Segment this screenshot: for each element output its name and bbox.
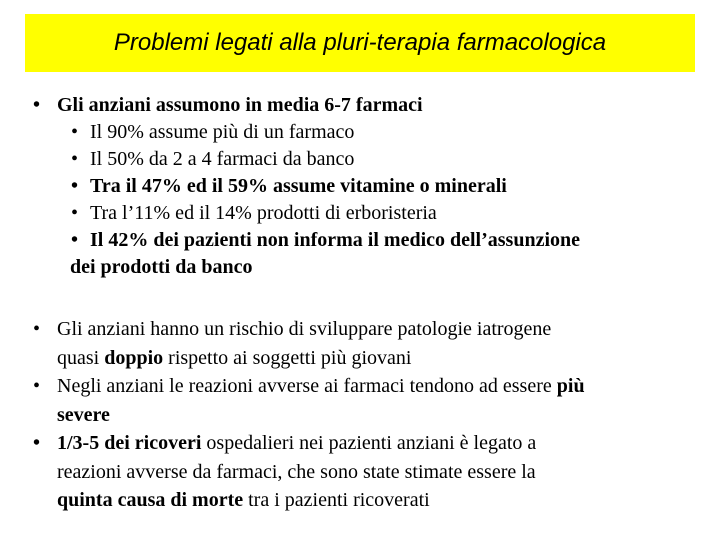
section-2 bbox=[33, 315, 703, 515]
line: Gli anziani hanno un rischio di sviluppare patologie iatrogene bbox=[57, 318, 552, 340]
sub-item-text: Il 50% da 2 a 4 farmaci da banco bbox=[90, 148, 355, 170]
bullet-icon: • bbox=[33, 375, 41, 397]
slide-title: Problemi legati alla pluri-terapia farmacologica bbox=[113, 29, 607, 56]
text-run: tra i pazienti ricoverati bbox=[243, 489, 430, 511]
sub-list bbox=[71, 119, 703, 281]
bullet-icon: • bbox=[71, 202, 79, 224]
title-banner bbox=[25, 14, 695, 72]
sub-item bbox=[71, 119, 703, 146]
sub-item-text: Tra il 47% ed il 59% assume vitamine o minerali bbox=[90, 175, 507, 197]
text-run: ospedalieri nei pazienti anziani è legato a bbox=[201, 432, 537, 454]
bold-run: quinta causa di morte bbox=[57, 489, 244, 511]
bullet-icon: • bbox=[33, 432, 41, 454]
bullet-icon: • bbox=[71, 175, 79, 197]
bold-run: 1/3-5 dei ricoveri bbox=[57, 432, 202, 454]
line: severe bbox=[57, 403, 110, 426]
line bbox=[57, 486, 703, 515]
text-run: rispetto ai soggetti più giovani bbox=[163, 346, 412, 369]
sub-item-continuation: dei prodotti da banco bbox=[70, 256, 253, 278]
bullet-icon: • bbox=[33, 94, 41, 116]
main-bullet-3 bbox=[33, 372, 703, 429]
main-bullet-4 bbox=[33, 429, 703, 515]
bullet-icon: • bbox=[71, 148, 79, 170]
sub-item bbox=[71, 173, 703, 200]
main-bullet-2 bbox=[33, 315, 703, 372]
sub-item bbox=[71, 146, 703, 173]
main-bullet-text: Gli anziani assumono in media 6-7 farmaci bbox=[57, 94, 423, 116]
section-1 bbox=[33, 92, 703, 281]
sub-item-text: Il 90% assume più di un farmaco bbox=[90, 121, 355, 143]
bold-run: più bbox=[556, 375, 585, 397]
text-run: Negli anziani le reazioni avverse ai farmaci tendono ad essere bbox=[57, 375, 557, 397]
sub-item bbox=[71, 227, 703, 254]
bullet-icon: • bbox=[71, 229, 79, 251]
line bbox=[57, 372, 703, 401]
bullet-icon: • bbox=[71, 121, 79, 143]
line bbox=[57, 344, 703, 373]
sub-item bbox=[71, 200, 703, 227]
line bbox=[57, 429, 703, 458]
bullet-icon: • bbox=[33, 318, 41, 340]
main-bullet-1 bbox=[33, 92, 703, 119]
sub-item-text: Tra l’11% ed il 14% prodotti di erboristeria bbox=[90, 202, 437, 224]
line: reazioni avverse da farmaci, che sono state stimate essere la bbox=[57, 460, 536, 483]
sub-item-text: Il 42% dei pazienti non informa il medico dell’assunzione bbox=[90, 229, 581, 251]
text-run: quasi bbox=[57, 346, 105, 369]
bold-run: doppio bbox=[104, 346, 164, 369]
